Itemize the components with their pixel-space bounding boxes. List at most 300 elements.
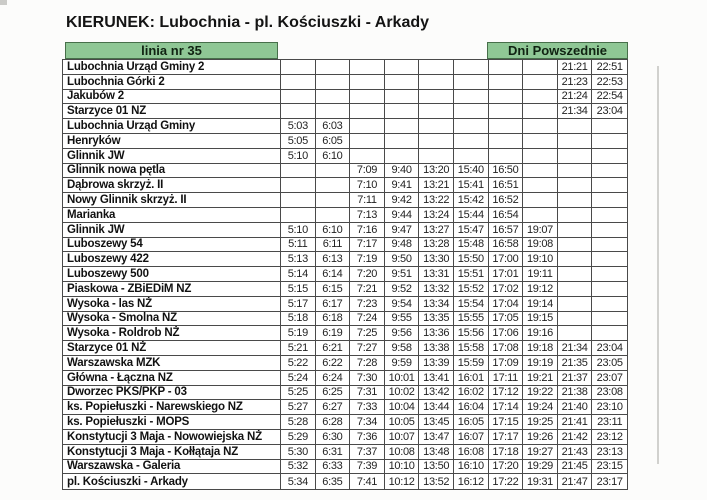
stop-name-cell: Starzyce 01 NZ [63,104,281,118]
time-cell: 23:17 [596,475,623,488]
time-cell [350,149,385,163]
time-cell: 16:57 [489,223,524,237]
table-row [63,415,627,430]
table-row [63,75,627,90]
stop-name-cell: Jakubów 2 [63,90,281,104]
time-cell: 16:52 [489,193,524,207]
time-cell: 13:30 [419,252,454,266]
stop-name-cell: Wysoka - las NŻ [63,297,281,311]
time-cell: 16:10 [454,460,489,474]
time-cell [489,60,524,74]
time-cell [350,134,385,148]
time-cell: 23:13 [596,445,623,458]
time-cell [281,164,316,178]
time-cell [350,90,385,104]
time-cell: 13:28 [419,238,454,252]
time-cell: 5:34 [281,474,316,489]
time-cell: 5:14 [281,267,316,281]
time-cell: 6:30 [316,430,351,444]
time-cell [316,193,351,207]
stop-name-cell: Konstytucji 3 Maja - Nowowiejska NŻ [63,430,281,444]
time-cell [385,134,420,148]
time-cell [523,193,558,207]
time-cell [316,208,351,222]
time-cell: 15:47 [454,223,489,237]
table-row [63,297,627,312]
time-cell: 19:14 [523,297,558,311]
time-cell [592,208,627,222]
table-row [63,90,627,105]
time-cell: 6:25 [316,386,351,400]
time-cell [489,149,524,163]
time-cell: 10:01 [385,371,420,385]
time-cell: 15:40 [454,164,489,178]
table-row [63,164,627,179]
time-cell: 6:11 [316,238,351,252]
time-cell: 23:04 [596,342,623,355]
time-cell [489,104,524,118]
time-cell: 17:08 [489,341,524,355]
time-cell: 9:56 [385,326,420,340]
time-cell [558,267,593,281]
time-cell: 19:24 [523,400,558,414]
time-cell: 9:44 [385,208,420,222]
table-row [63,134,627,149]
table-row [63,282,627,297]
time-cell: 13:48 [419,445,454,459]
time-cell: 17:18 [489,445,524,459]
table-row [63,356,627,371]
time-cell [523,149,558,163]
time-cell [592,282,627,296]
time-cell [592,326,627,340]
time-cell [385,104,420,118]
time-cell: 6:18 [316,312,351,326]
time-cell: 5:19 [281,326,316,340]
time-cell: 17:14 [489,400,524,414]
time-cell [316,104,351,118]
time-cell: 21:24 [558,90,593,104]
time-cell: 19:27 [523,445,558,459]
time-cell [281,90,316,104]
time-cell [592,297,627,311]
stop-name-cell: pl. Kościuszki - Arkady [63,474,281,489]
time-cell [558,252,593,266]
table-row [63,341,627,356]
time-cell: 16:01 [454,371,489,385]
time-cell [523,104,558,118]
time-cell: 16:04 [454,400,489,414]
time-cell: 19:15 [523,312,558,326]
table-row [63,104,627,119]
time-cell: 6:14 [316,267,351,281]
time-cell [592,312,627,326]
time-cell: 10:10 [385,460,420,474]
time-cell: 13:32 [419,282,454,296]
time-cell [316,178,351,192]
time-cell: 7:41 [350,474,385,489]
time-cell: 17:11 [489,371,524,385]
time-cell: 5:30 [281,445,316,459]
time-cell: 9:42 [385,193,420,207]
time-cell: 17:01 [489,267,524,281]
time-cell: 17:17 [489,430,524,444]
stop-name-cell: Lubochnia Urząd Gminy [63,119,281,133]
time-cell [350,104,385,118]
time-cell: 5:10 [281,149,316,163]
time-cell: 21:43 [558,445,593,459]
time-cell: 15:56 [454,326,489,340]
time-cell [281,104,316,118]
time-cell: 10:05 [385,415,420,429]
stop-name-cell: Luboszewy 422 [63,252,281,266]
table-row [63,178,627,193]
time-cell: 9:58 [385,341,420,355]
time-cell: 23:12 [596,430,623,443]
time-cell: 16:07 [454,430,489,444]
time-cell: 21:40 [558,400,593,414]
time-cell: 7:17 [350,238,385,252]
time-cell [385,60,420,74]
time-cell [419,104,454,118]
time-cell: 21:42 [558,430,593,444]
time-cell: 9:47 [385,223,420,237]
time-cell [419,60,454,74]
time-cell: 13:20 [419,164,454,178]
time-cell [592,149,627,163]
time-cell: 19:29 [523,460,558,474]
time-cell [558,297,593,311]
time-cell: 21:45 [558,460,593,474]
time-cell [558,178,593,192]
time-cell: 17:00 [489,252,524,266]
scan-edge-artifact [657,66,659,464]
time-cell: 5:28 [281,415,316,429]
time-cell: 7:36 [350,430,385,444]
time-cell [281,178,316,192]
time-cell: 19:10 [523,252,558,266]
table-row [63,252,627,267]
time-cell: 5:17 [281,297,316,311]
time-cell: 6:28 [316,415,351,429]
time-cell: 19:11 [523,267,558,281]
time-cell: 7:39 [350,460,385,474]
stop-name-cell: Warszawska - Galeria [63,460,281,474]
time-cell [316,164,351,178]
stop-name-cell: ks. Popiełuszki - MOPS [63,415,281,429]
time-cell [385,149,420,163]
time-cell: 7:13 [350,208,385,222]
time-cell: 17:02 [489,282,524,296]
time-cell: 9:41 [385,178,420,192]
time-cell [489,134,524,148]
table-row [63,474,627,489]
time-cell: 10:07 [385,430,420,444]
stop-name-cell: Glinnik JW [63,223,281,237]
time-cell: 13:35 [419,312,454,326]
time-cell: 21:37 [558,371,593,385]
table-row [63,119,627,134]
time-cell: 13:44 [419,400,454,414]
time-cell [385,75,420,89]
time-cell: 5:22 [281,356,316,370]
time-cell: 21:47 [558,474,593,489]
time-cell: 13:50 [419,460,454,474]
time-cell: 19:12 [523,282,558,296]
time-cell [419,119,454,133]
scan-corner-artifact [0,0,7,5]
time-cell: 7:33 [350,400,385,414]
time-cell: 7:09 [350,164,385,178]
time-cell: 16:12 [454,474,489,489]
time-cell: 17:22 [489,474,524,489]
time-cell [592,134,627,148]
time-cell: 13:34 [419,297,454,311]
time-cell [523,60,558,74]
table-row [63,400,627,415]
time-cell: 9:54 [385,297,420,311]
time-cell: 9:52 [385,282,420,296]
time-cell: 9:51 [385,267,420,281]
time-cell: 7:16 [350,223,385,237]
time-cell: 7:10 [350,178,385,192]
time-cell: 19:26 [523,430,558,444]
time-cell: 10:02 [385,386,420,400]
time-cell [523,75,558,89]
time-cell: 17:09 [489,356,524,370]
time-cell: 13:27 [419,223,454,237]
time-cell: 13:41 [419,371,454,385]
time-cell: 21:34 [558,341,593,355]
stop-name-cell: Henryków [63,134,281,148]
time-cell: 22:54 [596,90,623,103]
time-cell: 16:50 [489,164,524,178]
time-cell [281,208,316,222]
time-cell: 9:55 [385,312,420,326]
time-cell: 16:54 [489,208,524,222]
time-cell: 23:04 [596,105,623,118]
time-cell: 5:10 [281,223,316,237]
time-cell: 13:38 [419,341,454,355]
table-row [63,149,627,164]
time-cell: 6:35 [316,474,351,489]
time-cell [592,193,627,207]
time-cell: 15:50 [454,252,489,266]
table-row [63,267,627,282]
time-cell: 17:06 [489,326,524,340]
time-cell [592,252,627,266]
time-cell: 19:25 [523,415,558,429]
time-cell: 5:11 [281,238,316,252]
time-cell: 5:27 [281,400,316,414]
time-cell: 19:21 [523,371,558,385]
time-cell [558,164,593,178]
table-row [63,430,627,445]
time-cell: 7:20 [350,267,385,281]
time-cell: 17:12 [489,386,524,400]
time-cell: 5:25 [281,386,316,400]
time-cell [419,149,454,163]
time-cell: 13:52 [419,474,454,489]
time-cell: 23:11 [597,416,623,429]
page-title: KIERUNEK: Lubochnia - pl. Kościuszki - Arkady [66,14,430,31]
time-cell [350,75,385,89]
time-cell [385,90,420,104]
time-cell [281,75,316,89]
stop-name-cell: Marianka [63,208,281,222]
time-cell: 7:28 [350,356,385,370]
time-cell: 5:21 [281,341,316,355]
time-cell [592,178,627,192]
time-cell: 15:54 [454,297,489,311]
time-cell [558,134,593,148]
time-cell: 15:52 [454,282,489,296]
stop-name-cell: ks. Popiełuszki - Narewskiego NZ [63,400,281,414]
time-cell: 9:59 [385,356,420,370]
time-cell: 5:13 [281,252,316,266]
time-cell [385,119,420,133]
time-cell [281,193,316,207]
time-cell: 5:15 [281,282,316,296]
time-cell: 6:33 [316,460,351,474]
time-cell: 6:17 [316,297,351,311]
time-cell: 23:05 [596,356,623,369]
time-cell: 19:31 [523,474,558,489]
time-cell: 19:08 [523,238,558,252]
timetable [62,59,628,490]
time-cell: 13:31 [419,267,454,281]
time-cell: 5:29 [281,430,316,444]
time-cell [523,134,558,148]
time-cell [489,119,524,133]
time-cell: 13:47 [419,430,454,444]
stop-name-cell: Wysoka - Roldrob NŻ [63,326,281,340]
time-cell [558,119,593,133]
line-number-header: linia nr 35 [65,42,278,59]
table-row [63,312,627,327]
time-cell: 9:40 [385,164,420,178]
table-row [63,60,627,75]
time-cell: 6:13 [316,252,351,266]
stop-name-cell: Konstytucji 3 Maja - Kołłątaja NZ [63,445,281,459]
table-row [63,223,627,238]
table-row [63,208,627,223]
time-cell: 6:10 [316,223,351,237]
stop-name-cell: Glinnik nowa pętla [63,164,281,178]
time-cell [558,223,593,237]
time-cell [523,178,558,192]
time-cell: 6:22 [316,356,351,370]
table-row [63,386,627,401]
stop-name-cell: Piaskowa - ZBiEDiM NZ [63,282,281,296]
time-cell: 13:21 [419,178,454,192]
time-cell: 7:21 [350,282,385,296]
stop-name-cell: Lubochnia Górki 2 [63,75,281,89]
time-cell: 21:21 [558,60,593,74]
time-cell: 19:16 [523,326,558,340]
time-cell: 7:11 [350,193,385,207]
time-cell: 7:30 [350,371,385,385]
time-cell [419,134,454,148]
time-cell: 7:27 [350,341,385,355]
time-cell: 10:08 [385,445,420,459]
stop-name-cell: Warszawska MZK [63,356,281,370]
table-row [63,460,627,475]
time-cell [558,193,593,207]
time-cell: 15:44 [454,208,489,222]
time-cell: 16:02 [454,386,489,400]
time-cell: 6:03 [316,119,351,133]
time-cell: 9:48 [385,238,420,252]
time-cell [350,60,385,74]
time-cell [523,90,558,104]
time-cell: 6:15 [316,282,351,296]
stop-name-cell: Luboszewy 54 [63,238,281,252]
time-cell: 19:07 [523,223,558,237]
time-cell [454,119,489,133]
time-cell [489,75,524,89]
time-cell: 22:53 [596,75,623,88]
time-cell: 6:05 [316,134,351,148]
time-cell [419,90,454,104]
time-cell: 17:05 [489,312,524,326]
time-cell: 16:05 [454,415,489,429]
time-cell: 19:18 [523,341,558,355]
time-cell: 15:42 [454,193,489,207]
time-cell: 13:45 [419,415,454,429]
stop-name-cell: Główna - Łączna NZ [63,371,281,385]
time-cell [454,104,489,118]
time-cell [350,119,385,133]
time-cell: 19:22 [523,386,558,400]
time-cell [419,75,454,89]
table-row [63,371,627,386]
time-cell [316,60,351,74]
stop-name-cell: Starzyce 01 NŻ [63,341,281,355]
time-cell: 15:51 [454,267,489,281]
time-cell: 21:34 [558,104,593,118]
time-cell: 7:31 [350,386,385,400]
time-cell: 13:24 [419,208,454,222]
time-cell [489,90,524,104]
time-cell [281,60,316,74]
time-cell: 17:15 [489,415,524,429]
time-cell: 7:25 [350,326,385,340]
time-cell: 16:08 [454,445,489,459]
time-cell: 15:59 [454,356,489,370]
time-cell: 13:22 [419,193,454,207]
time-cell: 7:19 [350,252,385,266]
time-cell: 16:51 [489,178,524,192]
table-row [63,238,627,253]
time-cell [454,60,489,74]
time-cell [592,164,627,178]
time-cell: 5:18 [281,312,316,326]
time-cell: 15:58 [454,341,489,355]
time-cell [316,75,351,89]
table-row [63,326,627,341]
time-cell: 17:04 [489,297,524,311]
time-cell [523,164,558,178]
time-cell: 6:10 [316,149,351,163]
table-row [63,445,627,460]
time-cell [592,119,627,133]
time-cell: 5:32 [281,460,316,474]
time-cell: 22:51 [596,60,623,73]
table-row [63,193,627,208]
time-cell: 7:34 [350,415,385,429]
time-cell [558,149,593,163]
